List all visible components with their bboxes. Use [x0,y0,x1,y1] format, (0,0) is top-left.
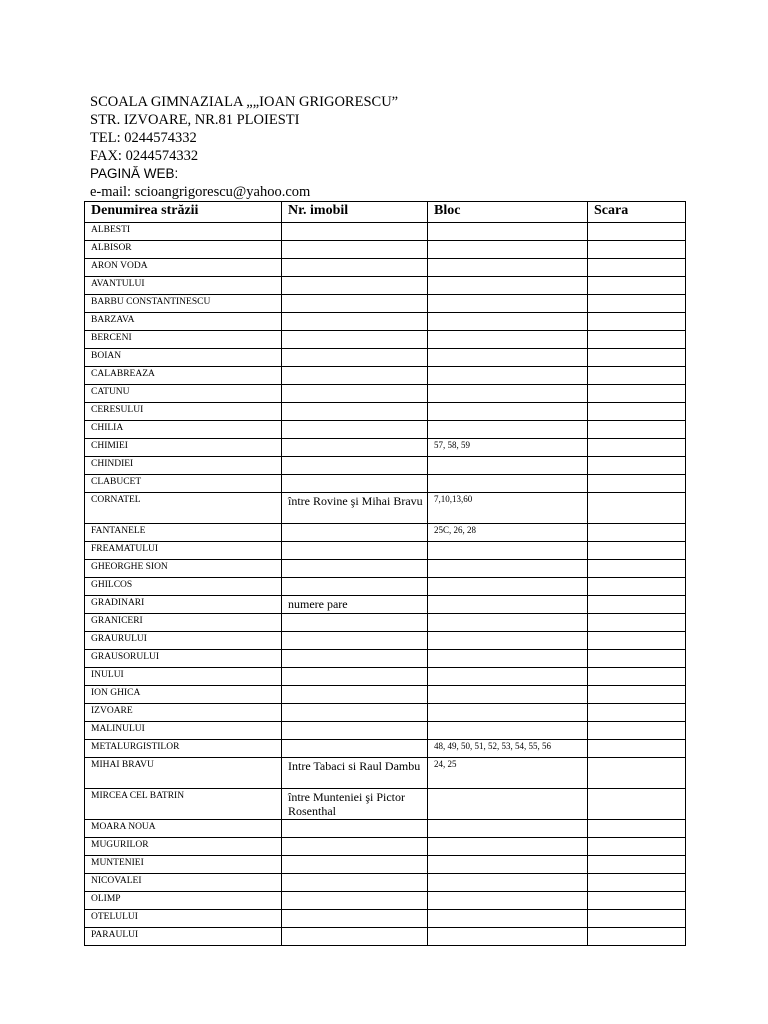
block-cell [428,722,588,740]
block-cell [428,223,588,241]
staircase-cell [588,385,686,403]
street-cell: MUGURILOR [85,838,282,856]
staircase-cell [588,475,686,493]
school-phone: TEL: 0244574332 [90,130,197,146]
block-cell [428,686,588,704]
building-number-cell [282,632,428,650]
building-number-cell [282,542,428,560]
block-cell [428,313,588,331]
block-cell: 25C, 26, 28 [428,524,588,542]
staircase-cell [588,421,686,439]
block-cell [428,578,588,596]
building-number-cell [282,856,428,874]
table-row [85,910,686,928]
staircase-cell [588,892,686,910]
building-number-cell [282,367,428,385]
block-cell [428,385,588,403]
staircase-cell [588,758,686,789]
building-number-cell [282,295,428,313]
school-header [90,93,398,201]
block-cell [428,277,588,295]
block-cell [428,668,588,686]
street-cell: ION GHICA [85,686,282,704]
block-cell [428,331,588,349]
table-row [85,614,686,632]
table-row [85,295,686,313]
table-row [85,259,686,277]
table-row [85,241,686,259]
table-row [85,560,686,578]
building-number-cell [282,560,428,578]
staircase-cell [588,614,686,632]
building-number-cell: între Rovine şi Mihai Bravu [282,493,428,524]
table-row [85,704,686,722]
building-number-cell [282,704,428,722]
table-row [85,874,686,892]
block-cell [428,820,588,838]
street-cell: CALABREAZA [85,367,282,385]
staircase-cell [588,542,686,560]
table-row [85,856,686,874]
table-row [85,542,686,560]
staircase-cell [588,259,686,277]
staircase-cell [588,596,686,614]
street-cell: ALBESTI [85,223,282,241]
street-cell: BOIAN [85,349,282,367]
streets-table [84,201,686,946]
building-number-cell [282,668,428,686]
street-cell: BARZAVA [85,313,282,331]
building-number-cell [282,349,428,367]
table-row [85,686,686,704]
building-number-cell [282,928,428,946]
staircase-cell [588,856,686,874]
block-cell [428,650,588,668]
building-number-cell [282,874,428,892]
staircase-cell [588,331,686,349]
building-number-cell: numere pare [282,596,428,614]
street-cell: PARAULUI [85,928,282,946]
header-building-number: Nr. imobil [282,202,428,223]
street-cell: GRANICERI [85,614,282,632]
street-cell: CHINDIEI [85,457,282,475]
block-cell [428,475,588,493]
block-cell [428,910,588,928]
staircase-cell [588,560,686,578]
staircase-cell [588,789,686,820]
street-cell: METALURGISTILOR [85,740,282,758]
street-cell: INULUI [85,668,282,686]
table-row [85,650,686,668]
street-cell: ALBISOR [85,241,282,259]
block-cell: 7,10,13,60 [428,493,588,524]
staircase-cell [588,277,686,295]
building-number-cell [282,650,428,668]
school-web-page: PAGINĂ WEB: [90,166,179,181]
table-row [85,223,686,241]
building-number-cell [282,439,428,457]
table-row [85,421,686,439]
building-number-cell [282,421,428,439]
block-cell [428,874,588,892]
building-number-cell [282,331,428,349]
staircase-cell [588,650,686,668]
building-number-cell [282,223,428,241]
table-row [85,632,686,650]
header-street-name: Denumirea străzii [85,202,282,223]
street-cell: GRAUSORULUI [85,650,282,668]
staircase-cell [588,668,686,686]
table-row [85,789,686,820]
block-cell [428,542,588,560]
block-cell [428,632,588,650]
street-cell: BARBU CONSTANTINESCU [85,295,282,313]
building-number-cell: între Munteniei şi Pictor Rosenthal [282,789,428,820]
staircase-cell [588,910,686,928]
street-cell: MUNTENIEI [85,856,282,874]
building-number-cell [282,403,428,421]
street-cell: MALINULUI [85,722,282,740]
staircase-cell [588,403,686,421]
table-row [85,668,686,686]
block-cell [428,349,588,367]
block-cell [428,560,588,578]
staircase-cell [588,838,686,856]
school-fax: FAX: 0244574332 [90,148,199,164]
table-row [85,928,686,946]
table-row [85,596,686,614]
table-row [85,457,686,475]
staircase-cell [588,722,686,740]
table-row [85,740,686,758]
table-row [85,403,686,421]
street-cell: CLABUCET [85,475,282,493]
street-cell: BERCENI [85,331,282,349]
table-row [85,331,686,349]
building-number-cell [282,259,428,277]
building-number-cell [282,892,428,910]
table-row [85,758,686,789]
staircase-cell [588,928,686,946]
street-cell: OLIMP [85,892,282,910]
building-number-cell: Intre Tabaci si Raul Dambu [282,758,428,789]
school-address: STR. IZVOARE, NR.81 PLOIESTI [90,112,300,128]
block-cell [428,789,588,820]
block-cell [428,457,588,475]
staircase-cell [588,686,686,704]
building-number-cell [282,578,428,596]
building-number-cell [282,241,428,259]
block-cell: 57, 58, 59 [428,439,588,457]
street-cell: MOARA NOUA [85,820,282,838]
table-row [85,277,686,295]
table-row [85,439,686,457]
staircase-cell [588,223,686,241]
street-cell: MIRCEA CEL BATRIN [85,789,282,820]
building-number-cell [282,686,428,704]
street-cell: OTELULUI [85,910,282,928]
staircase-cell [588,704,686,722]
table-row [85,722,686,740]
street-cell: FANTANELE [85,524,282,542]
table-row [85,493,686,524]
table-row [85,349,686,367]
staircase-cell [588,457,686,475]
block-cell [428,367,588,385]
school-name: SCOALA GIMNAZIALA „„IOAN GRIGORESCU” [90,94,399,110]
block-cell [428,614,588,632]
street-cell: GRAURULUI [85,632,282,650]
table-row [85,892,686,910]
staircase-cell [588,349,686,367]
street-cell: GHILCOS [85,578,282,596]
building-number-cell [282,313,428,331]
building-number-cell [282,385,428,403]
street-cell: GHEORGHE SION [85,560,282,578]
street-cell: IZVOARE [85,704,282,722]
building-number-cell [282,475,428,493]
street-cell: AVANTULUI [85,277,282,295]
block-cell [428,259,588,277]
street-cell: CHILIA [85,421,282,439]
header-block: Bloc [428,202,588,223]
staircase-cell [588,820,686,838]
block-cell [428,838,588,856]
building-number-cell [282,614,428,632]
block-cell [428,892,588,910]
staircase-cell [588,439,686,457]
staircase-cell [588,493,686,524]
block-cell [428,928,588,946]
block-cell [428,421,588,439]
header-staircase: Scara [588,202,686,223]
table-row [85,313,686,331]
block-cell [428,596,588,614]
block-cell [428,295,588,313]
staircase-cell [588,313,686,331]
building-number-cell [282,820,428,838]
table-row [85,475,686,493]
block-cell [428,704,588,722]
block-cell: 24, 25 [428,758,588,789]
street-cell: CHIMIEI [85,439,282,457]
staircase-cell [588,367,686,385]
table-row [85,838,686,856]
block-cell: 48, 49, 50, 51, 52, 53, 54, 55, 56 [428,740,588,758]
building-number-cell [282,722,428,740]
table-row [85,524,686,542]
staircase-cell [588,241,686,259]
street-cell: CORNATEL [85,493,282,524]
staircase-cell [588,632,686,650]
street-cell: MIHAI BRAVU [85,758,282,789]
staircase-cell [588,578,686,596]
table-header-row [85,202,686,223]
school-email: e-mail: scioangrigorescu@yahoo.com [90,184,311,200]
building-number-cell [282,277,428,295]
building-number-cell [282,838,428,856]
table-row [85,367,686,385]
building-number-cell [282,457,428,475]
block-cell [428,241,588,259]
table-row [85,385,686,403]
table-row [85,820,686,838]
table-body [85,223,686,946]
building-number-cell [282,910,428,928]
staircase-cell [588,295,686,313]
street-cell: ARON VODA [85,259,282,277]
block-cell [428,856,588,874]
street-cell: FREAMATULUI [85,542,282,560]
street-cell: CATUNU [85,385,282,403]
street-cell: CERESULUI [85,403,282,421]
block-cell [428,403,588,421]
staircase-cell [588,524,686,542]
building-number-cell [282,524,428,542]
staircase-cell [588,874,686,892]
street-cell: GRADINARI [85,596,282,614]
staircase-cell [588,740,686,758]
table-row [85,578,686,596]
building-number-cell [282,740,428,758]
street-cell: NICOVALEI [85,874,282,892]
